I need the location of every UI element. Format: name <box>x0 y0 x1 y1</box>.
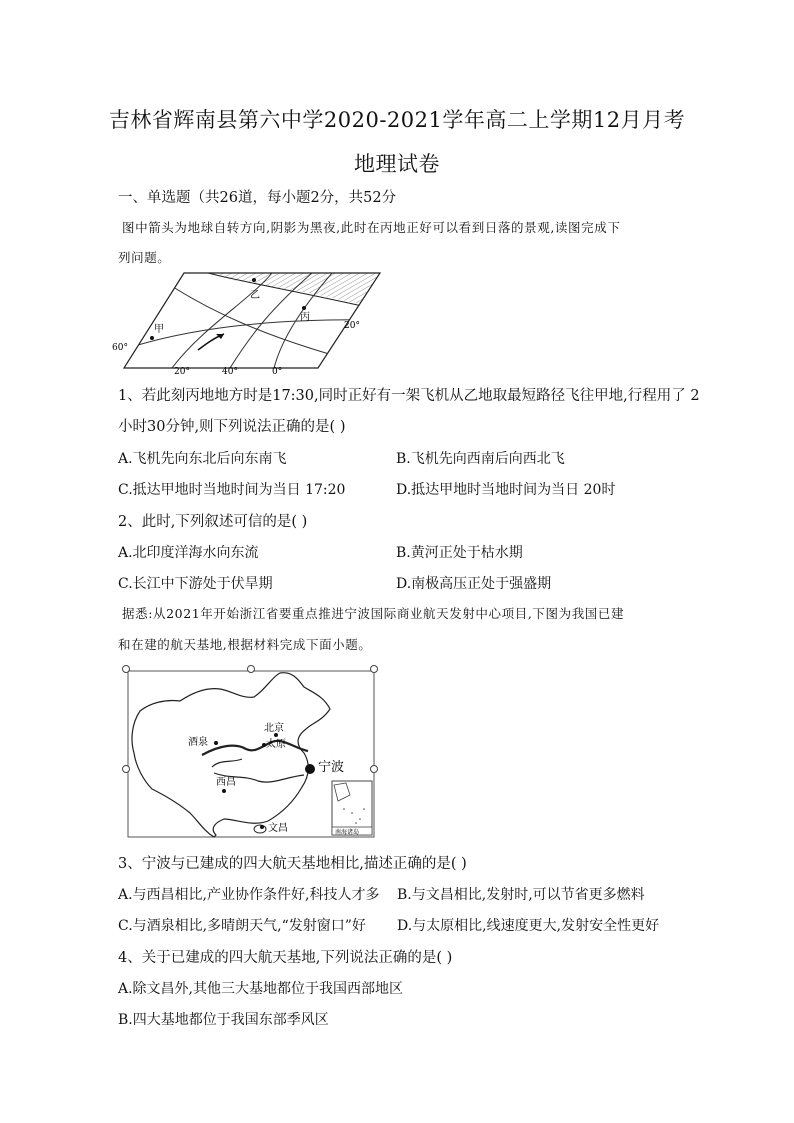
intro-1-line-2: 列问题。 <box>118 250 171 265</box>
earth-rotation-figure <box>112 268 382 376</box>
label-bing: 丙 <box>300 312 310 323</box>
q3-option-d[interactable]: D.与太原相比,线速度更大,发射安全性更好 <box>397 918 660 934</box>
paper-title: 吉林省辉南县第六中学2020-2021学年高二上学期12月月考 <box>108 108 686 132</box>
q4-stem: 4、关于已建成的四大航天基地,下列说法正确的是( ) <box>118 950 453 966</box>
q4-option-b[interactable]: B.四大基地都位于我国东部季风区 <box>118 1012 329 1028</box>
q1-stem-line-2: 小时30分钟,则下列说法正确的是( ) <box>118 419 346 435</box>
q1-option-a[interactable]: A.飞机先向东北后向东南飞 <box>118 451 287 467</box>
place-xichang: 西昌 <box>216 777 236 788</box>
label-yi: 乙 <box>250 290 260 301</box>
q1-option-c[interactable]: C.抵达甲地时当地时间为当日 17:20 <box>118 482 346 498</box>
lon-label-0: 0° <box>272 367 283 376</box>
q2-stem: 2、此时,下列叙述可信的是( ) <box>118 514 308 530</box>
lon-label-40: 40° <box>222 367 238 376</box>
q2-option-b[interactable]: B.黄河正处于枯水期 <box>396 545 523 561</box>
place-wenchang: 文昌 <box>268 823 288 834</box>
q1-option-d[interactable]: D.抵达甲地时当地时间为当日 20时 <box>396 482 616 498</box>
q1-option-b[interactable]: B.飞机先向西南后向西北飞 <box>396 451 565 467</box>
q3-option-c[interactable]: C.与酒泉相比,多晴朗天气,“发射窗口”好 <box>118 918 366 934</box>
intro-1-line-1: 图中箭头为地球自转方向,阴影为黑夜,此时在丙地正好可以看到日落的景观,读图完成下 <box>122 220 621 235</box>
q3-option-b[interactable]: B.与文昌相比,发射时,可以节省更多燃料 <box>397 887 645 903</box>
intro-2-line-1: 据悉:从2021年开始浙江省要重点推进宁波国际商业航天发射中心项目,下图为我国已建 <box>122 606 625 621</box>
section-heading: 一、单选题（共26道，每小题2分，共52分 <box>118 190 397 206</box>
intro-2-line-2: 和在建的航天基地,根据材料完成下面小题。 <box>118 637 372 652</box>
china-outline <box>132 673 330 837</box>
china-launch-sites-map <box>120 663 382 843</box>
place-beijing: 北京 <box>264 723 284 734</box>
q2-option-c[interactable]: C.长江中下游处于伏旱期 <box>118 576 273 592</box>
q4-option-a[interactable]: A.除文昌外,其他三大基地都位于我国西部地区 <box>118 981 404 997</box>
q3-stem: 3、宁波与已建成的四大航天基地相比,描述正确的是( ) <box>118 856 467 872</box>
q2-option-a[interactable]: A.北印度洋海水向东流 <box>118 545 259 561</box>
q3-option-a[interactable]: A.与西昌相比,产业协作条件好,科技人才多 <box>118 887 380 903</box>
q1-stem-line-1: 1、若此刻丙地地方时是17:30,同时正好有一架飞机从乙地取最短路径飞往甲地,行程用了 2 <box>118 388 700 404</box>
inset-label: 南海诸岛 <box>335 829 360 836</box>
q2-option-d[interactable]: D.南极高压正处于强盛期 <box>396 576 552 592</box>
place-ningbo: 宁波 <box>318 760 345 775</box>
paper-subtitle: 地理试卷 <box>354 152 440 176</box>
place-taiyuan: 太原 <box>266 739 286 750</box>
lat-label-20: 20° <box>344 321 360 331</box>
place-jiuquan: 酒泉 <box>188 737 208 748</box>
lat-label-60: 60° <box>112 343 128 353</box>
label-jia: 甲 <box>154 324 164 335</box>
lon-label-20: 20° <box>174 367 190 376</box>
